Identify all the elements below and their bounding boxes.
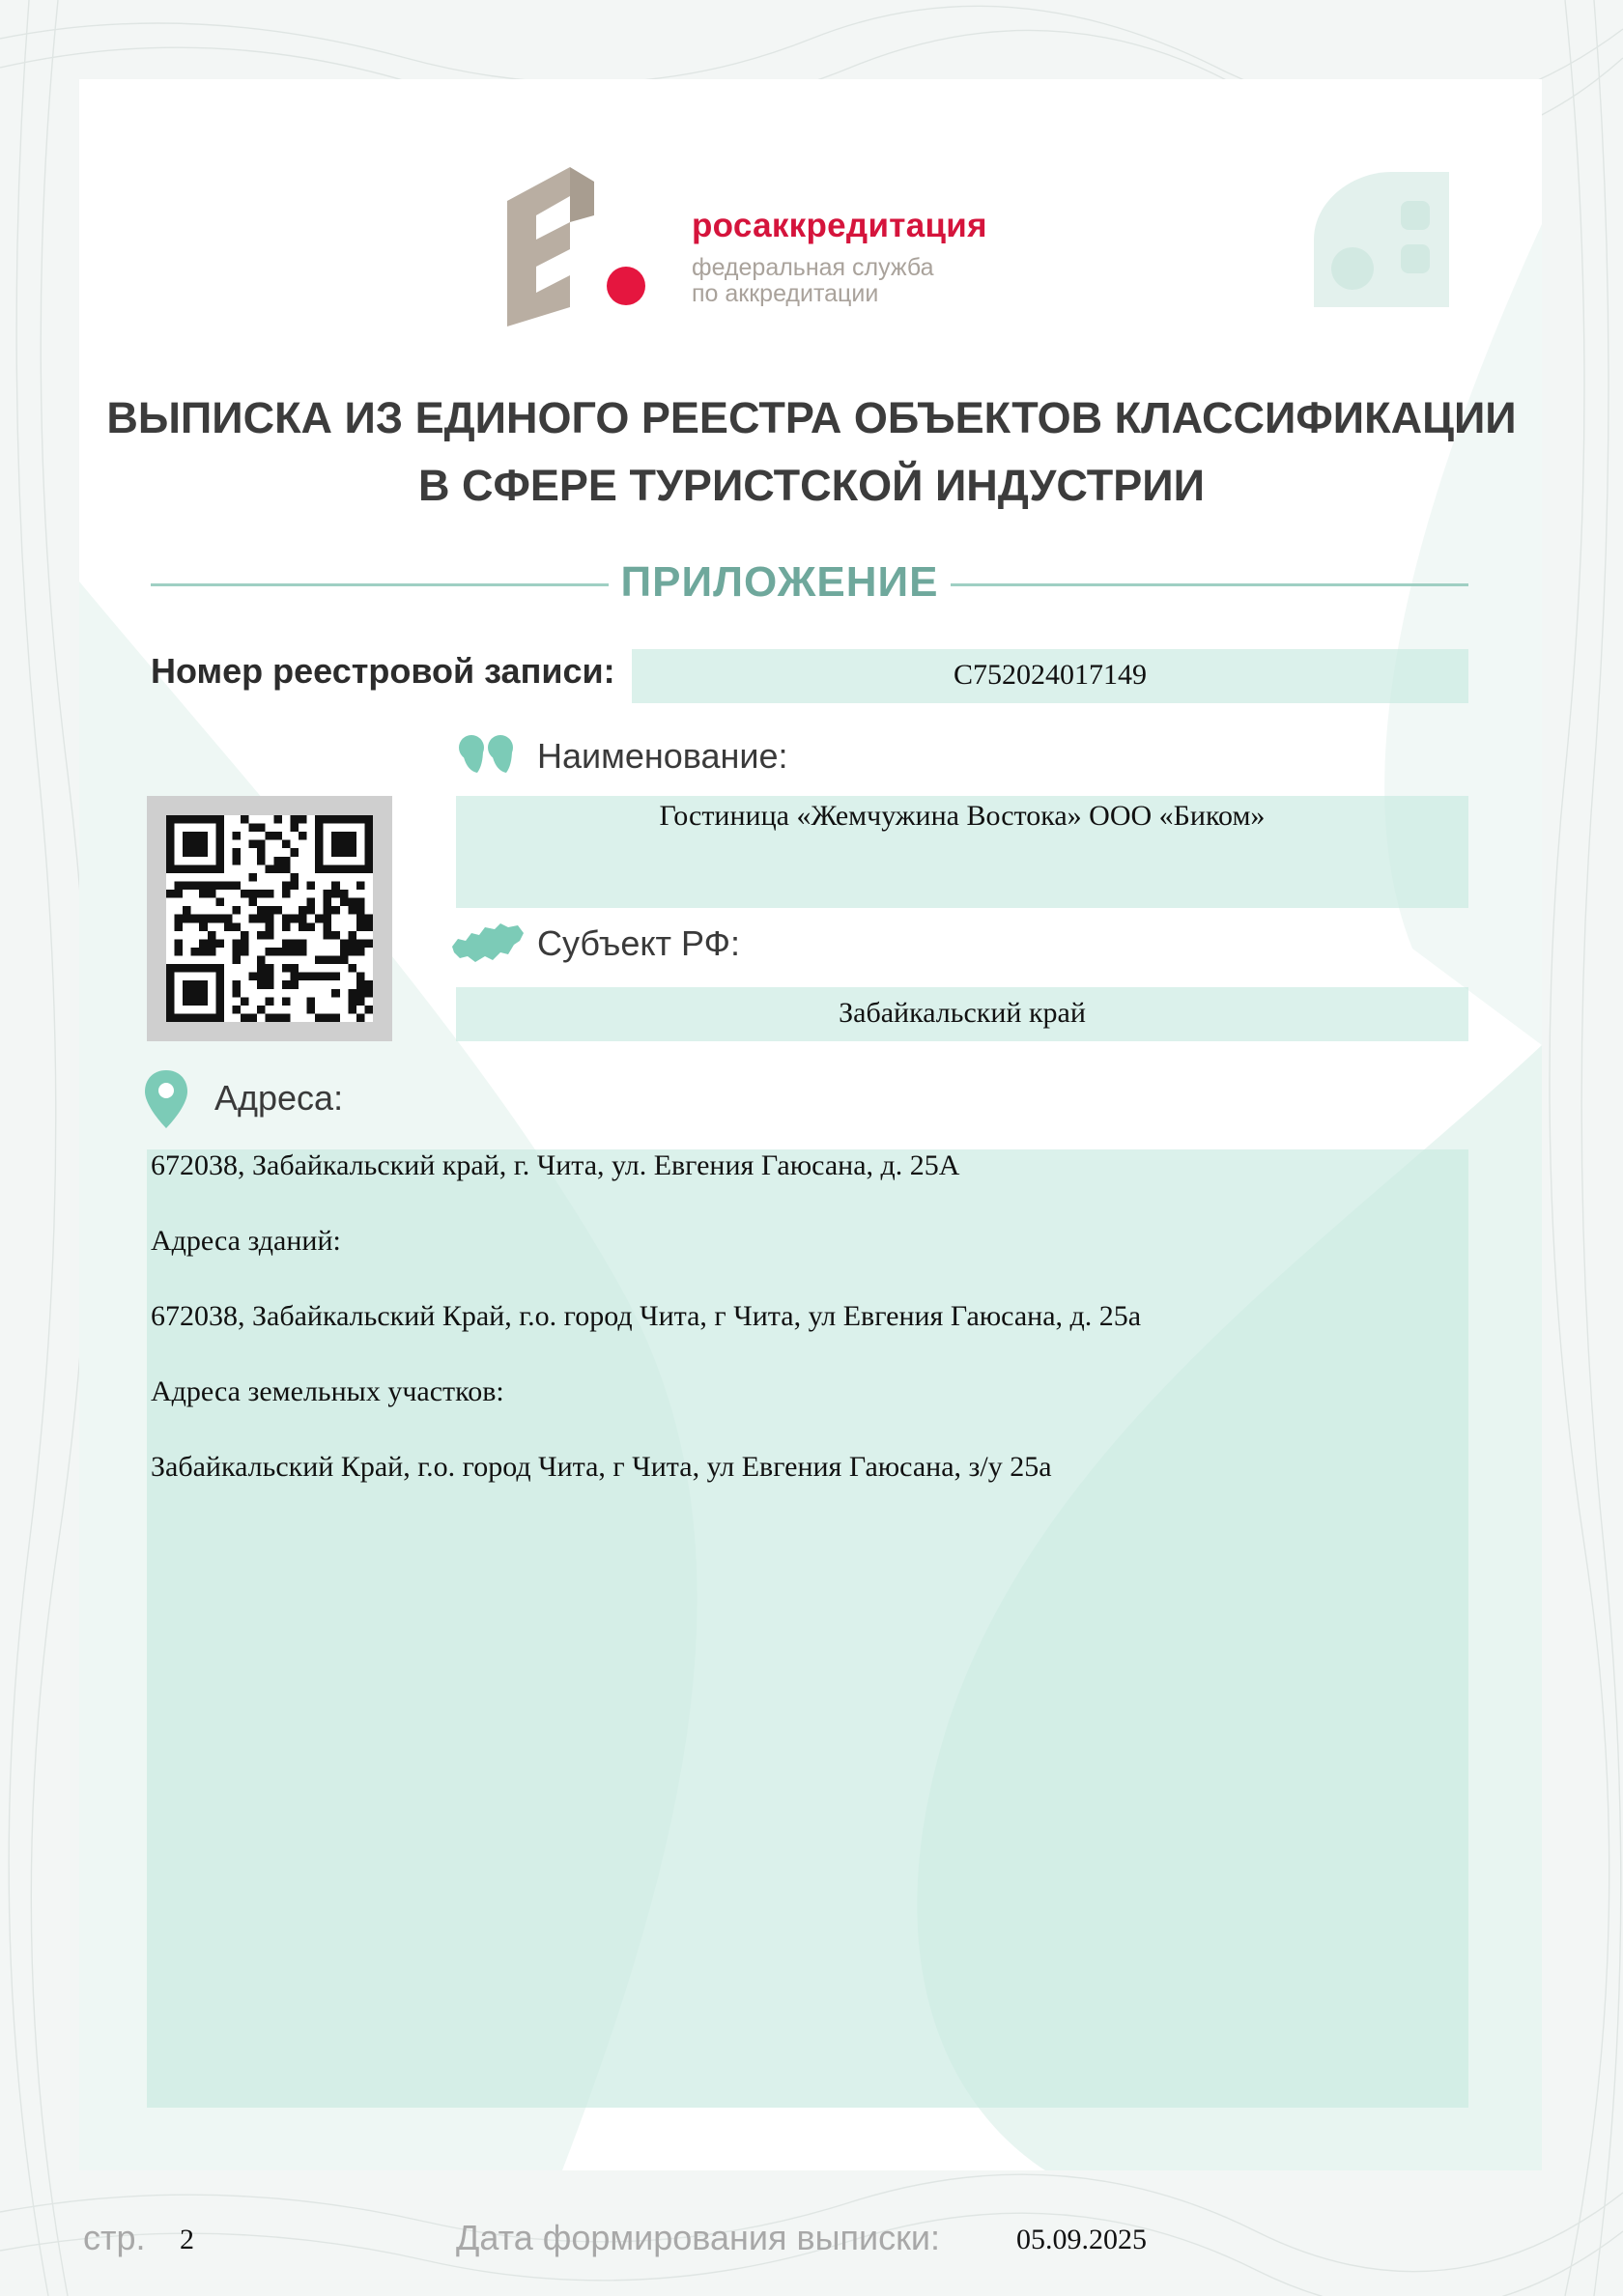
buildings-heading: Адреса зданий: — [151, 1225, 341, 1257]
brand-subtitle-line1: федеральная служба — [692, 254, 934, 281]
qr-code-icon — [166, 809, 373, 1028]
qr-code — [147, 796, 392, 1041]
logo-mark-icon — [502, 162, 647, 331]
subject-field — [456, 987, 1468, 1041]
addresses-field — [147, 1149, 1468, 2108]
title-line-2: В СФЕРЕ ТУРИСТСКОЙ ИНДУСТРИИ — [418, 461, 1205, 510]
divider-right — [951, 583, 1468, 586]
document-title — [97, 384, 1526, 520]
registry-number-label: Номер реестровой записи: — [151, 651, 615, 691]
date-value: 05.09.2025 — [1016, 2224, 1147, 2255]
brand-name: росаккредитация — [692, 207, 987, 244]
land-plots-heading: Адреса земельных участков: — [151, 1375, 504, 1407]
registry-number-field — [632, 649, 1468, 703]
page-label: стр. — [83, 2218, 146, 2257]
registry-number-value: С752024017149 — [953, 659, 1147, 691]
section-heading: ПРИЛОЖЕНИЕ — [620, 558, 939, 606]
building-address: 672038, Забайкальский Край, г.о. город Чита, г Чита, ул Евгения Гаюсана, д. 25а — [151, 1300, 1142, 1332]
name-value: Гостиница «Жемчужина Востока» ООО «Биком» — [659, 800, 1266, 832]
subject-label: Субъект РФ: — [537, 923, 740, 963]
emblem-icon — [1295, 162, 1468, 336]
subject-value: Забайкальский край — [839, 997, 1086, 1029]
page-number: 2 — [180, 2224, 194, 2255]
divider-left — [151, 583, 609, 586]
location-pin-icon — [143, 1068, 189, 1130]
land-plot-address: Забайкальский Край, г.о. город Чита, г Чита, ул Евгения Гаюсана, з/у 25а — [151, 1451, 1052, 1483]
addresses-label: Адреса: — [214, 1078, 344, 1118]
name-label: Наименование: — [537, 736, 788, 776]
quote-icon — [458, 732, 518, 775]
brand-subtitle-line2: по аккредитации — [692, 280, 879, 307]
date-label: Дата формирования выписки: — [456, 2218, 940, 2257]
name-field — [456, 796, 1468, 908]
brand-subtitle — [692, 255, 934, 307]
rosaccreditation-logo — [502, 162, 1043, 336]
russia-map-icon — [450, 920, 526, 968]
address-line: 672038, Забайкальский край, г. Чита, ул. Евгения Гаюсана, д. 25А — [151, 1149, 960, 1181]
title-line-1: ВЫПИСКА ИЗ ЕДИНОГО РЕЕСТРА ОБЪЕКТОВ КЛАССИФИКАЦИИ — [106, 393, 1517, 442]
